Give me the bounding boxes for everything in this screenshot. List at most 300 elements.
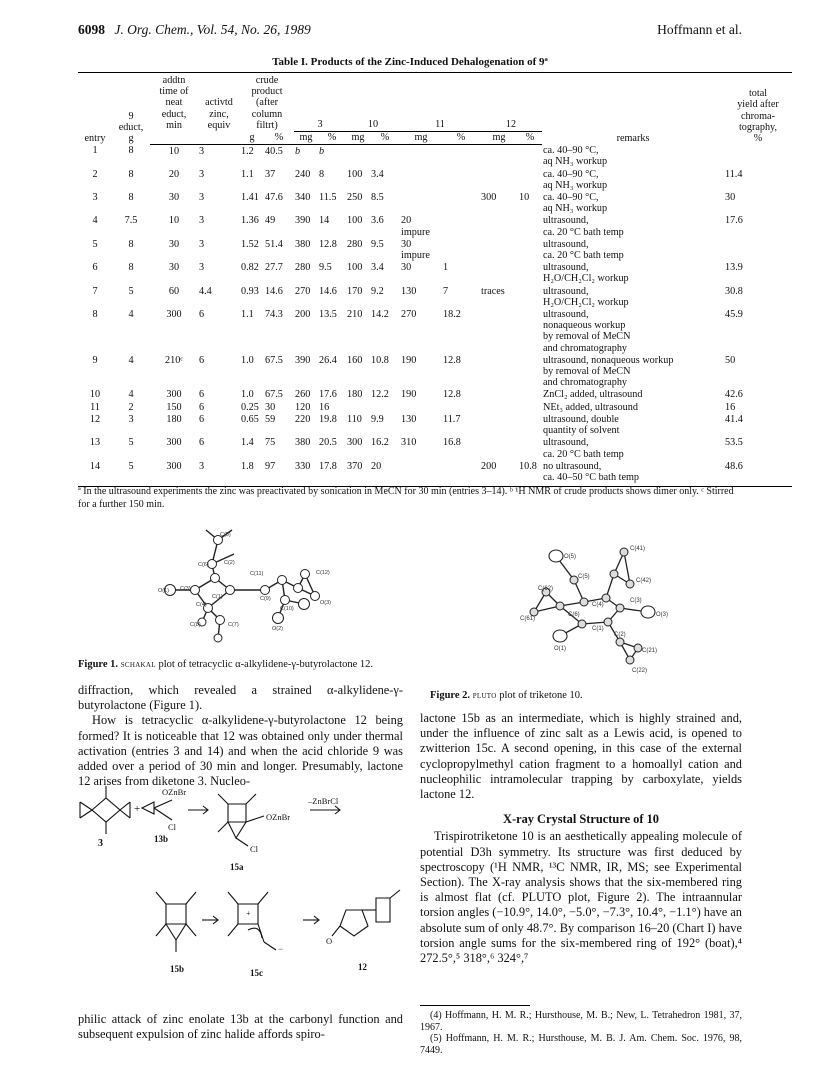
cell-entry: 2	[92, 168, 98, 180]
cell-pct12	[518, 436, 542, 459]
cell-crude-g: 0.82	[241, 262, 259, 274]
cell-pct3: 11.5	[319, 192, 337, 204]
scheme-ozn-2: OZnBr	[266, 812, 291, 822]
footnote-4: (4) Hoffmann, H. M. R.; Hursthouse, M. B.; New, L. Tetrahedron 1981, 37, 1967.	[420, 1010, 742, 1033]
cell-mg12	[480, 261, 518, 284]
cell-mg10: 280	[347, 238, 363, 250]
cell-addtn: 300	[166, 309, 182, 321]
cell-pct10: 3.4	[371, 262, 384, 274]
cell-remarks: no ultrasound, ca. 40–50 °C bath temp	[542, 460, 724, 487]
figure2-atom-label: O(5)	[564, 554, 576, 560]
figure1-atom-label: C(8)	[190, 622, 201, 628]
th-11-pct: %	[442, 131, 480, 144]
th-entry: entry	[78, 73, 112, 145]
cell-crude-g: 1.0	[241, 389, 254, 401]
cell-mg3: 380	[295, 437, 311, 449]
cell-educt: 5	[128, 437, 134, 449]
cell-zinc: 3	[199, 215, 205, 227]
cell-mg10	[346, 144, 370, 167]
figure1-atom-label: C(11)	[250, 571, 264, 577]
cell-total: 16	[725, 401, 736, 413]
table-row	[78, 308, 792, 354]
cell-addtn: 10	[168, 215, 180, 227]
th-group-12: 12	[480, 73, 542, 132]
left-paragraph-2: How is tetracyclic α-alkylidene-γ-butyrolactone 12 being formed? It is noticeable that 12 was obtained only under thermal activation (entries 3 and 14) and when the acid chloride 9 was added over a period of 30 min and longer. Presumably, lactone 12 arises from diketone 3. Nucleo-	[78, 713, 403, 789]
cell-mg3: 120	[295, 401, 311, 413]
th-remarks: remarks	[542, 73, 724, 145]
cell-zinc: 3	[199, 192, 205, 204]
cell-crude-pct: 67.5	[265, 354, 283, 366]
table-row	[78, 401, 792, 413]
cell-crude-g: 1.0	[241, 354, 254, 366]
cell-addtn: 30	[168, 192, 180, 204]
cell-mg3: 260	[295, 389, 311, 401]
label-compound-15a: 15a	[230, 862, 244, 872]
cell-crude-g: 1.8	[240, 460, 264, 487]
cell-mg10: 250	[347, 192, 363, 204]
cell-crude-pct: 37	[265, 168, 276, 180]
cell-addtn: 60	[168, 285, 180, 297]
table-row	[78, 191, 792, 214]
cell-pct3: b	[319, 145, 325, 157]
cell-mg3: 200	[295, 309, 311, 321]
figure2-atom-label: O(1)	[554, 646, 566, 652]
cell-crude-pct: 30	[265, 401, 276, 413]
cell-mg10	[346, 401, 370, 413]
cell-crude-pct: 40.5	[265, 145, 283, 157]
cell-pct10: 9.9	[371, 413, 384, 425]
cell-crude-g: 1.1	[241, 309, 254, 321]
cell-educt: 8	[128, 192, 134, 204]
cell-remarks: ultrasound, nonaqueous workup by removal of MeCN and chromatography	[543, 309, 631, 354]
figure2-atom-label: C(21)	[642, 648, 658, 654]
cell-mg11	[400, 168, 442, 191]
figure1-atom-label: C(9)	[260, 596, 271, 602]
cell-mg12: 300	[481, 192, 497, 204]
cell-crude-pct: 51.4	[265, 238, 283, 250]
cell-remarks: ca. 40–90 °C, aq NH₃ workup	[543, 168, 608, 191]
cell-pct11	[442, 168, 480, 191]
cell-pct12: 10	[519, 192, 530, 204]
cell-pct10	[370, 144, 400, 167]
table-row	[78, 214, 792, 237]
cell-pct3: 12.8	[319, 238, 337, 250]
cell-remarks: ultrasound, ca. 20 °C bath temp	[543, 437, 624, 460]
author-header: Hoffmann et al.	[657, 22, 742, 37]
cell-pct12	[518, 285, 542, 308]
cell-crude-g: 1.1	[241, 168, 254, 180]
section-heading: X-ray Crystal Structure of 10	[503, 812, 659, 827]
cell-crude-g: 0.93	[241, 285, 259, 297]
cell-pct10: 9.5	[371, 238, 384, 250]
scheme-minus-charge: −	[278, 944, 284, 954]
th-12-pct: %	[518, 131, 542, 144]
table-row	[78, 388, 792, 400]
cell-mg10: 110	[347, 413, 362, 425]
cell-educt: 8	[128, 145, 134, 157]
cell-crude-g: 1.52	[241, 238, 259, 250]
cell-mg3: 390	[295, 354, 311, 366]
journal-citation: J. Org. Chem., Vol. 54, No. 26, 1989	[114, 22, 311, 37]
cell-entry: 4	[92, 215, 98, 227]
figure2-atom-label: C(61)	[520, 616, 536, 622]
label-compound-15b: 15b	[170, 964, 185, 974]
cell-pct12	[518, 388, 542, 400]
figure1-atom-label: C(4)	[196, 602, 207, 608]
cell-total: 30	[725, 192, 736, 204]
cell-total: 41.4	[725, 413, 743, 425]
cell-pct11	[442, 144, 480, 167]
figure1-atom-label: C(3)	[180, 586, 191, 592]
table-row	[78, 261, 792, 284]
cell-mg12	[480, 436, 518, 459]
scheme-reagent: –ZnBrCl	[308, 796, 339, 806]
cell-total: 48.6	[724, 460, 792, 487]
cell-remarks: ultrasound, double quantity of solvent	[543, 413, 620, 437]
page-number: 6098	[78, 22, 105, 37]
cell-mg10: 160	[347, 354, 363, 366]
cell-mg11: 30	[401, 262, 412, 274]
cell-pct12	[518, 413, 542, 436]
cell-crude-pct: 47.6	[265, 192, 283, 204]
th-11-mg: mg	[400, 131, 442, 144]
cell-entry: 7	[92, 285, 98, 297]
figure2-atom-label: C(2)	[614, 632, 626, 638]
scheme-cl-2: Cl	[250, 844, 259, 854]
cell-crude-g: 1.4	[241, 437, 254, 449]
th-crude-g: g	[240, 131, 264, 144]
table-footnote: ª In the ultrasound experiments the zinc was preactivated by sonication in MeCN for 30 min (entries 3–14). ᵇ ¹H NMR of crude products shows dimer only. ᶜ Stirred for a further 150 min.	[78, 486, 734, 510]
figure1-atom-label: C(5)	[220, 532, 231, 538]
running-header	[78, 22, 742, 40]
cell-addtn: 30	[168, 238, 180, 250]
cell-mg3: 280	[295, 262, 311, 274]
figure2-pluto-plot	[480, 540, 720, 685]
th-10-pct: %	[370, 131, 400, 144]
cell-mg12	[480, 168, 518, 191]
cell-addtn: 180	[166, 413, 182, 425]
cell-pct11: 12.8	[443, 389, 461, 401]
th-addtn: addtn time of neat educt, min	[150, 73, 198, 132]
th-3-pct: %	[318, 131, 346, 144]
table-row	[78, 238, 792, 261]
cell-mg10: 170	[347, 285, 363, 297]
cell-entry: 14	[78, 460, 112, 487]
cell-pct3: 17.6	[319, 389, 337, 401]
cell-mg12	[480, 238, 518, 261]
cell-mg3: b	[295, 145, 301, 157]
right-paragraph-2: Trispirotriketone 10 is an aesthetically appealing molecule of potential D3h symmetry. Its structure was first deduced by spectroscopy (¹H NMR, ¹³C NMR, IR, MS; see Experimental Section). The X-ray analysis shows that the six-membered ring is almost flat (cf. PLUTO plot, Figure 2). The intraannular torsion angles (−10.9°, 14.0°, −5.0°, −7.3°, 10.4°, −1.1°) have an absolute sum of only 48.7°. By comparison 16–20 (Chart I) have torsion angle sums for the six-membered ring of 192° (boat),⁴ 272.5°,⁵ 318°,⁶ 324°,⁷	[420, 829, 742, 966]
scheme-ozn-1: OZnBr	[162, 787, 187, 797]
cell-zinc: 3	[199, 262, 205, 274]
figure2-atom-label: C(41)	[630, 546, 646, 552]
cell-mg3: 240	[295, 168, 311, 180]
table-caption: Table I. Products of the Zinc-Induced Dehalogenation of 9ª	[272, 56, 548, 68]
figure2-caption: Figure 2. pluto plot of triketone 10.	[430, 690, 583, 701]
cell-pct10: 8.5	[371, 192, 384, 204]
cell-pct11	[442, 460, 480, 487]
cell-mg3: 330	[294, 460, 318, 487]
th-group-10: 10	[346, 73, 400, 132]
cell-zinc: 4.4	[199, 285, 212, 297]
cell-zinc: 3	[199, 145, 205, 157]
figure2-atom-label: C(5)	[578, 574, 590, 580]
figure1-atom-label: C(1)	[212, 594, 223, 600]
cell-mg10: 370	[346, 460, 370, 487]
cell-crude-pct: 75	[265, 437, 276, 449]
cell-mg3: 380	[295, 238, 311, 250]
cell-entry: 9	[92, 354, 98, 366]
cell-mg11	[400, 401, 442, 413]
figure1-atom-label: C(6)	[198, 562, 209, 568]
cell-pct11: 1	[443, 262, 449, 274]
label-compound-12: 12	[358, 962, 367, 972]
figure2-atom-label: C(6)	[568, 612, 580, 618]
cell-pct10: 14.2	[371, 309, 389, 321]
cell-entry: 12	[89, 413, 101, 425]
cell-entry: 10	[89, 389, 101, 401]
right-column	[420, 711, 742, 966]
cell-mg3: 220	[295, 413, 311, 425]
cell-zinc: 3	[198, 460, 240, 487]
th-crude-pct: %	[264, 131, 294, 144]
th-zinc: activtd zinc, equiv	[198, 73, 240, 132]
label-compound-3: 3	[98, 838, 103, 849]
cell-addtn: 300	[166, 437, 182, 449]
table-row	[78, 436, 792, 459]
cell-remarks: ca. 40–90 °C, aq NH₃ workup	[543, 192, 608, 215]
cell-addtn: 30	[168, 262, 180, 274]
cell-mg11: 310	[401, 437, 417, 449]
figure1-caption: Figure 1. schakal plot of tetracyclic α-alkylidene-γ-butyrolactone 12.	[78, 659, 374, 670]
cell-entry: 8	[92, 309, 98, 321]
cell-pct10	[370, 401, 400, 413]
label-compound-13b: 13b	[154, 834, 169, 844]
table-row	[78, 168, 792, 191]
cell-educt: 3	[128, 413, 134, 425]
cell-pct11: 12.8	[443, 354, 461, 366]
cell-mg3: 340	[295, 192, 311, 204]
cell-total: 53.5	[725, 437, 743, 449]
cell-entry: 6	[92, 262, 98, 274]
cell-total	[724, 238, 792, 261]
figure1-atom-label: O(3)	[320, 600, 331, 606]
cell-entry: 5	[92, 238, 98, 250]
cell-total: 13.9	[725, 262, 743, 274]
scheme-plus: +	[134, 803, 141, 815]
right-paragraph-1: lactone 15b as an intermediate, which is highly strained and, under the influence of zinc salt as a Lewis acid, is opened to zwitterion 15c. A second opening, in this case of the external cyclopropylmethyl cation fragment to a homoallyl cation and nucleophilic intramolecular trapping by carboxylate, yields lactone 12.	[420, 711, 742, 802]
cell-pct10: 3.4	[371, 168, 384, 180]
cell-mg10: 300	[347, 437, 363, 449]
cell-pct3: 19.8	[319, 413, 337, 425]
scheme-o-label: O	[326, 936, 333, 946]
th-12-mg: mg	[480, 131, 518, 144]
table-body	[78, 144, 792, 486]
cell-mg10: 100	[347, 262, 363, 274]
cell-entry: 3	[92, 192, 98, 204]
cell-pct12: 10.8	[518, 460, 542, 487]
cell-pct3: 14	[319, 215, 330, 227]
footnote-rule	[420, 1005, 530, 1006]
cell-total: 17.6	[725, 215, 743, 227]
cell-pct10: 12.2	[371, 389, 389, 401]
cell-addtn: 150	[166, 401, 182, 413]
figure2-atom-label: O(3)	[656, 612, 668, 618]
cell-pct12	[518, 168, 542, 191]
left-column-bottom	[78, 1012, 403, 1042]
cell-pct10: 9.2	[371, 285, 384, 297]
cell-mg11	[400, 144, 442, 167]
cell-zinc: 6	[199, 413, 205, 425]
cell-mg12	[480, 214, 518, 237]
table-row	[78, 354, 792, 389]
cell-pct10: 20	[370, 460, 400, 487]
scheme-plus-charge: +	[246, 909, 251, 918]
cell-mg11: 130	[401, 285, 417, 297]
cell-remarks: ca. 40–90 °C, aq NH₃ workup	[543, 145, 608, 168]
cell-educt: 5	[112, 460, 150, 487]
footnote-5: (5) Hoffmann, H. M. R.; Hursthouse, M. B. J. Am. Chem. Soc. 1976, 98, 7449.	[420, 1033, 742, 1056]
cell-pct11	[442, 191, 480, 214]
table-row	[78, 413, 792, 436]
figure2-atom-label: C(1)	[592, 626, 604, 632]
cell-pct12	[518, 354, 542, 389]
cell-mg12	[480, 413, 518, 436]
cell-educt: 8	[128, 262, 134, 274]
cell-zinc: 3	[199, 168, 205, 180]
cell-total: 11.4	[725, 168, 743, 180]
cell-remarks: ultrasound, ca. 20 °C bath temp	[543, 238, 624, 262]
cell-pct10: 3.6	[371, 215, 384, 227]
cell-crude-g: 0.65	[241, 413, 259, 425]
cell-pct11	[442, 238, 480, 261]
figure2-atom-label: C(42)	[636, 578, 652, 584]
footnotes	[420, 1005, 742, 1056]
cell-pct11: 18.2	[443, 309, 461, 321]
th-group-11: 11	[400, 73, 480, 132]
cell-pct3: 13.5	[319, 309, 337, 321]
cell-mg12	[480, 308, 518, 354]
cell-pct12	[518, 401, 542, 413]
figure1-atom-label: C(10)	[280, 606, 294, 612]
figure2-atom-label: C(62)	[538, 586, 554, 592]
cell-crude-pct: 97	[264, 460, 294, 487]
table-row	[78, 460, 792, 487]
cell-entry: 11	[90, 401, 100, 413]
cell-pct11: 11.7	[443, 413, 461, 425]
cell-remarks: ultrasound, H₂O/CH₂Cl₂ workup	[543, 262, 629, 285]
cell-pct3: 17.8	[318, 460, 346, 487]
cell-pct3: 16	[319, 401, 330, 413]
cell-pct3: 20.5	[319, 437, 337, 449]
cell-zinc: 6	[199, 401, 205, 413]
cell-addtn: 210ᶜ	[165, 354, 183, 366]
cell-mg12	[480, 354, 518, 389]
figure2-atom-label: C(3)	[630, 598, 642, 604]
cell-mg11	[400, 460, 442, 487]
cell-pct11	[442, 401, 480, 413]
figure2-atom-label: C(22)	[632, 668, 648, 674]
cell-mg10: 100	[347, 215, 363, 227]
cell-pct11: 16.8	[443, 437, 461, 449]
label-compound-15c: 15c	[250, 968, 263, 978]
cell-zinc: 6	[199, 389, 205, 401]
cell-crude-g: 0.25	[241, 401, 259, 413]
cell-mg12: 200	[480, 460, 518, 487]
cell-pct12	[518, 214, 542, 237]
cell-crude-g: 1.41	[241, 192, 259, 204]
cell-pct3: 8	[319, 168, 325, 180]
left-paragraph-1: diffraction, which revealed a strained α-alkylidene-γ-butyrolactone (Figure 1).	[78, 683, 403, 713]
reaction-scheme	[78, 780, 403, 1016]
cell-total: 30.8	[725, 285, 743, 297]
cell-crude-g: 1.36	[241, 215, 259, 227]
cell-educt: 4	[128, 309, 134, 321]
cell-mg3: 390	[295, 215, 311, 227]
cell-crude-pct: 67.5	[265, 389, 283, 401]
cell-crude-g: 1.2	[241, 145, 254, 157]
cell-crude-pct: 27.7	[265, 262, 283, 274]
cell-zinc: 6	[199, 354, 205, 366]
figure1-atom-label: O(1)	[158, 588, 169, 594]
cell-pct3: 14.6	[319, 285, 337, 297]
cell-mg11: 30 impure	[401, 238, 430, 262]
scheme-cl-1: Cl	[168, 822, 177, 832]
cell-total: 42.6	[725, 389, 743, 401]
cell-mg12	[480, 144, 518, 167]
cell-mg11: 130	[401, 413, 417, 425]
cell-mg10: 210	[347, 309, 363, 321]
cell-addtn: 300	[150, 460, 198, 487]
cell-addtn: 10	[168, 145, 180, 157]
cell-remarks: ultrasound, H₂O/CH₂Cl₂ workup	[543, 285, 629, 308]
cell-educt: 4	[128, 389, 134, 401]
cell-educt: 7.5	[124, 215, 138, 227]
cell-pct3: 26.4	[319, 354, 337, 366]
table-row	[78, 144, 792, 167]
cell-zinc: 3	[199, 238, 205, 250]
cell-zinc: 6	[199, 309, 205, 321]
left-column-top	[78, 683, 403, 789]
cell-entry: 1	[92, 145, 98, 157]
cell-mg10: 180	[347, 389, 363, 401]
cell-mg11: 190	[401, 354, 417, 366]
cell-total: 50	[725, 354, 736, 366]
cell-pct10: 10.8	[371, 354, 389, 366]
figure1-atom-label: C(12)	[316, 570, 330, 576]
cell-total	[724, 144, 792, 167]
th-educt: 9 educt, g	[112, 73, 150, 145]
cell-remarks: ultrasound, nonaqueous workup by removal of MeCN and chromatography	[543, 354, 674, 389]
cell-crude-pct: 14.6	[265, 285, 283, 297]
left-paragraph-3: philic attack of zinc enolate 13b at the carbonyl function and subsequent expulsion of zinc halide affords spiro-	[78, 1012, 403, 1042]
cell-entry: 13	[89, 437, 101, 449]
cell-pct12	[518, 238, 542, 261]
cell-pct11: 7	[443, 285, 449, 297]
cell-mg12	[480, 388, 518, 400]
cell-pct12	[518, 144, 542, 167]
cell-remarks: NEt₃ added, ultrasound	[543, 401, 638, 413]
results-table	[78, 72, 792, 487]
cell-pct10: 16.2	[371, 437, 389, 449]
th-total: total yield after chroma- tography, %	[724, 73, 792, 145]
figure2-atom-label: C(4)	[592, 602, 604, 608]
cell-total: 45.9	[725, 309, 743, 321]
cell-educt: 5	[128, 285, 134, 297]
cell-pct12	[518, 308, 542, 354]
cell-educt: 2	[128, 401, 134, 413]
cell-educt: 8	[128, 238, 134, 250]
